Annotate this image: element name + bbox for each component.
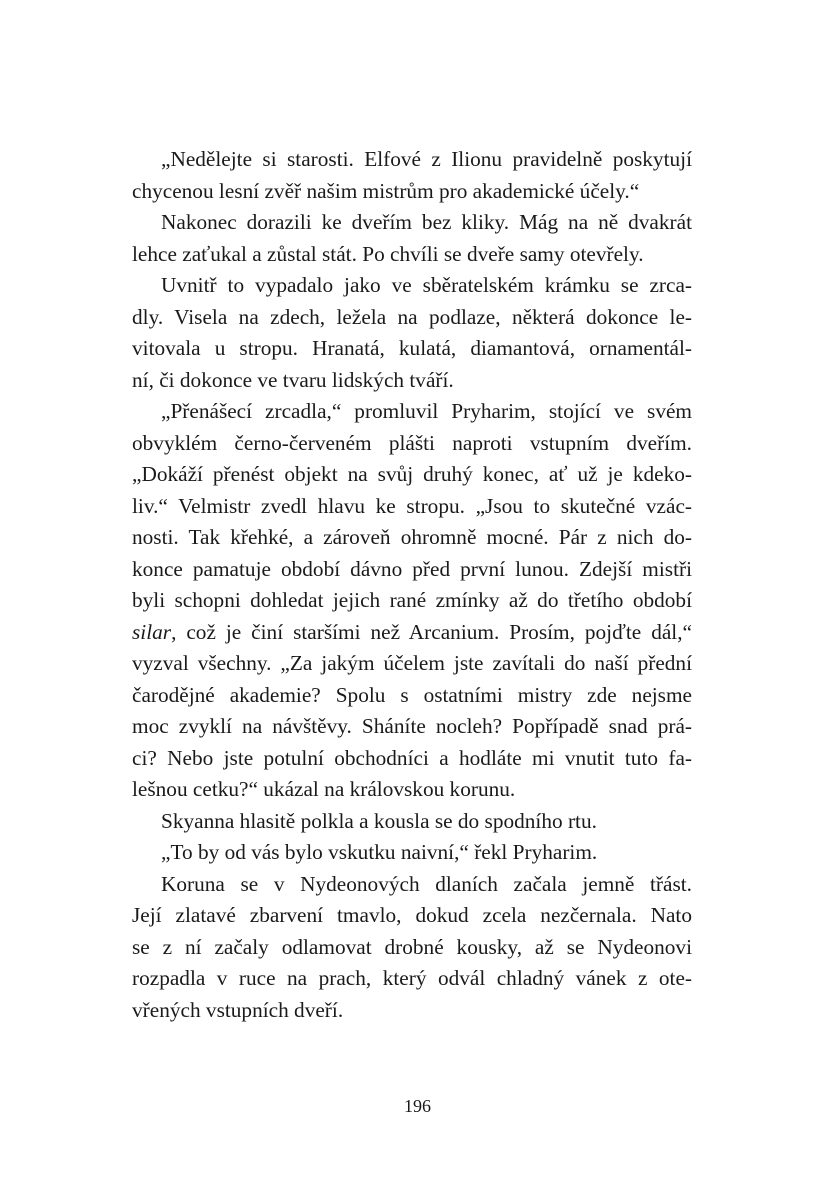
text-line: silar, což je činí staršími než Arcanium. Prosím, pojďte dál,“ bbox=[132, 619, 692, 644]
text-line: vřených vstupních dveří. bbox=[132, 997, 344, 1022]
text-line: „Dokáží přenést objekt na svůj druhý konec, ať už je kdeko- bbox=[132, 462, 692, 486]
text-line: Skyanna hlasitě polkla a kousla se do spodního rtu. bbox=[161, 808, 597, 833]
paragraph bbox=[132, 869, 692, 1027]
italic-term: silar bbox=[132, 619, 172, 644]
text-line: Uvnitř to vypadalo jako ve sběratelském krámku se zrca- bbox=[161, 273, 692, 297]
paragraph bbox=[132, 837, 692, 869]
paragraph bbox=[132, 207, 692, 270]
text-line: byli schopni dohledat jejich rané zmínky až do třetího období bbox=[132, 588, 692, 612]
text-line: Její zlatavé zbarvení tmavlo, dokud zcela nezčernala. Nato bbox=[132, 903, 692, 927]
text-line: vitovala u stropu. Hranatá, kulatá, diamantová, ornamentál- bbox=[132, 336, 692, 360]
text-line: „Nedělejte si starosti. Elfové z Ilionu pravidelně poskytují bbox=[161, 147, 692, 171]
text-line: nosti. Tak křehké, a zároveň ohromně mocné. Pár z nich do- bbox=[132, 525, 692, 549]
text-line: ci? Nebo jste potulní obchodníci a hodláte mi vnutit tuto fa- bbox=[132, 745, 692, 770]
text-line: ní, či dokonce ve tvaru lidských tváří. bbox=[132, 367, 454, 392]
text-line: „To by od vás bylo vskutku naivní,“ řekl Pryharim. bbox=[161, 840, 598, 864]
text-line: lešnou cetku?“ ukázal na královskou korunu. bbox=[132, 777, 516, 801]
paragraph bbox=[132, 396, 692, 806]
text-line: vyzval všechny. „Za jakým účelem jste zavítali do naší přední bbox=[132, 651, 692, 675]
text-line: chycenou lesní zvěř našim mistrům pro akademické účely.“ bbox=[132, 178, 640, 203]
text-line: liv.“ Velmistr zvedl hlavu ke stropu. „Jsou to skutečné vzác- bbox=[132, 493, 692, 518]
paragraph bbox=[132, 144, 692, 207]
text-line: čarodějné akademie? Spolu s ostatními mistry zde nejsme bbox=[132, 682, 692, 707]
text-line: dly. Visela na zdech, ležela na podlaze, některá dokonce le- bbox=[132, 304, 692, 329]
text-line: rozpadla v ruce na prach, který odvál chladný vánek z ote- bbox=[132, 966, 692, 990]
text-line: Koruna se v Nydeonových dlaních začala jemně třást. bbox=[161, 871, 692, 896]
text-line: konce pamatuje období dávno před první lunou. Zdejší mistři bbox=[132, 556, 692, 581]
paragraph bbox=[132, 270, 692, 396]
text-line: obvyklém černo-červeném plášti naproti vstupním dveřím. bbox=[132, 430, 692, 455]
page-number: 196 bbox=[404, 1096, 431, 1116]
body-text bbox=[132, 144, 692, 1026]
text-line: moc zvyklí na návštěvy. Sháníte nocleh? Popřípadě snad prá- bbox=[132, 714, 692, 738]
paragraph bbox=[132, 806, 692, 838]
text-line: Nakonec dorazili ke dveřím bez kliky. Mág na ně dvakrát bbox=[161, 210, 692, 234]
text-line: „Přenášecí zrcadla,“ promluvil Pryharim, stojící ve svém bbox=[161, 399, 692, 423]
text-line: se z ní začaly odlamovat drobné kousky, až se Nydeonovi bbox=[132, 934, 692, 959]
text-line: lehce zaťukal a zůstal stát. Po chvíli se dveře samy otevřely. bbox=[132, 241, 644, 266]
